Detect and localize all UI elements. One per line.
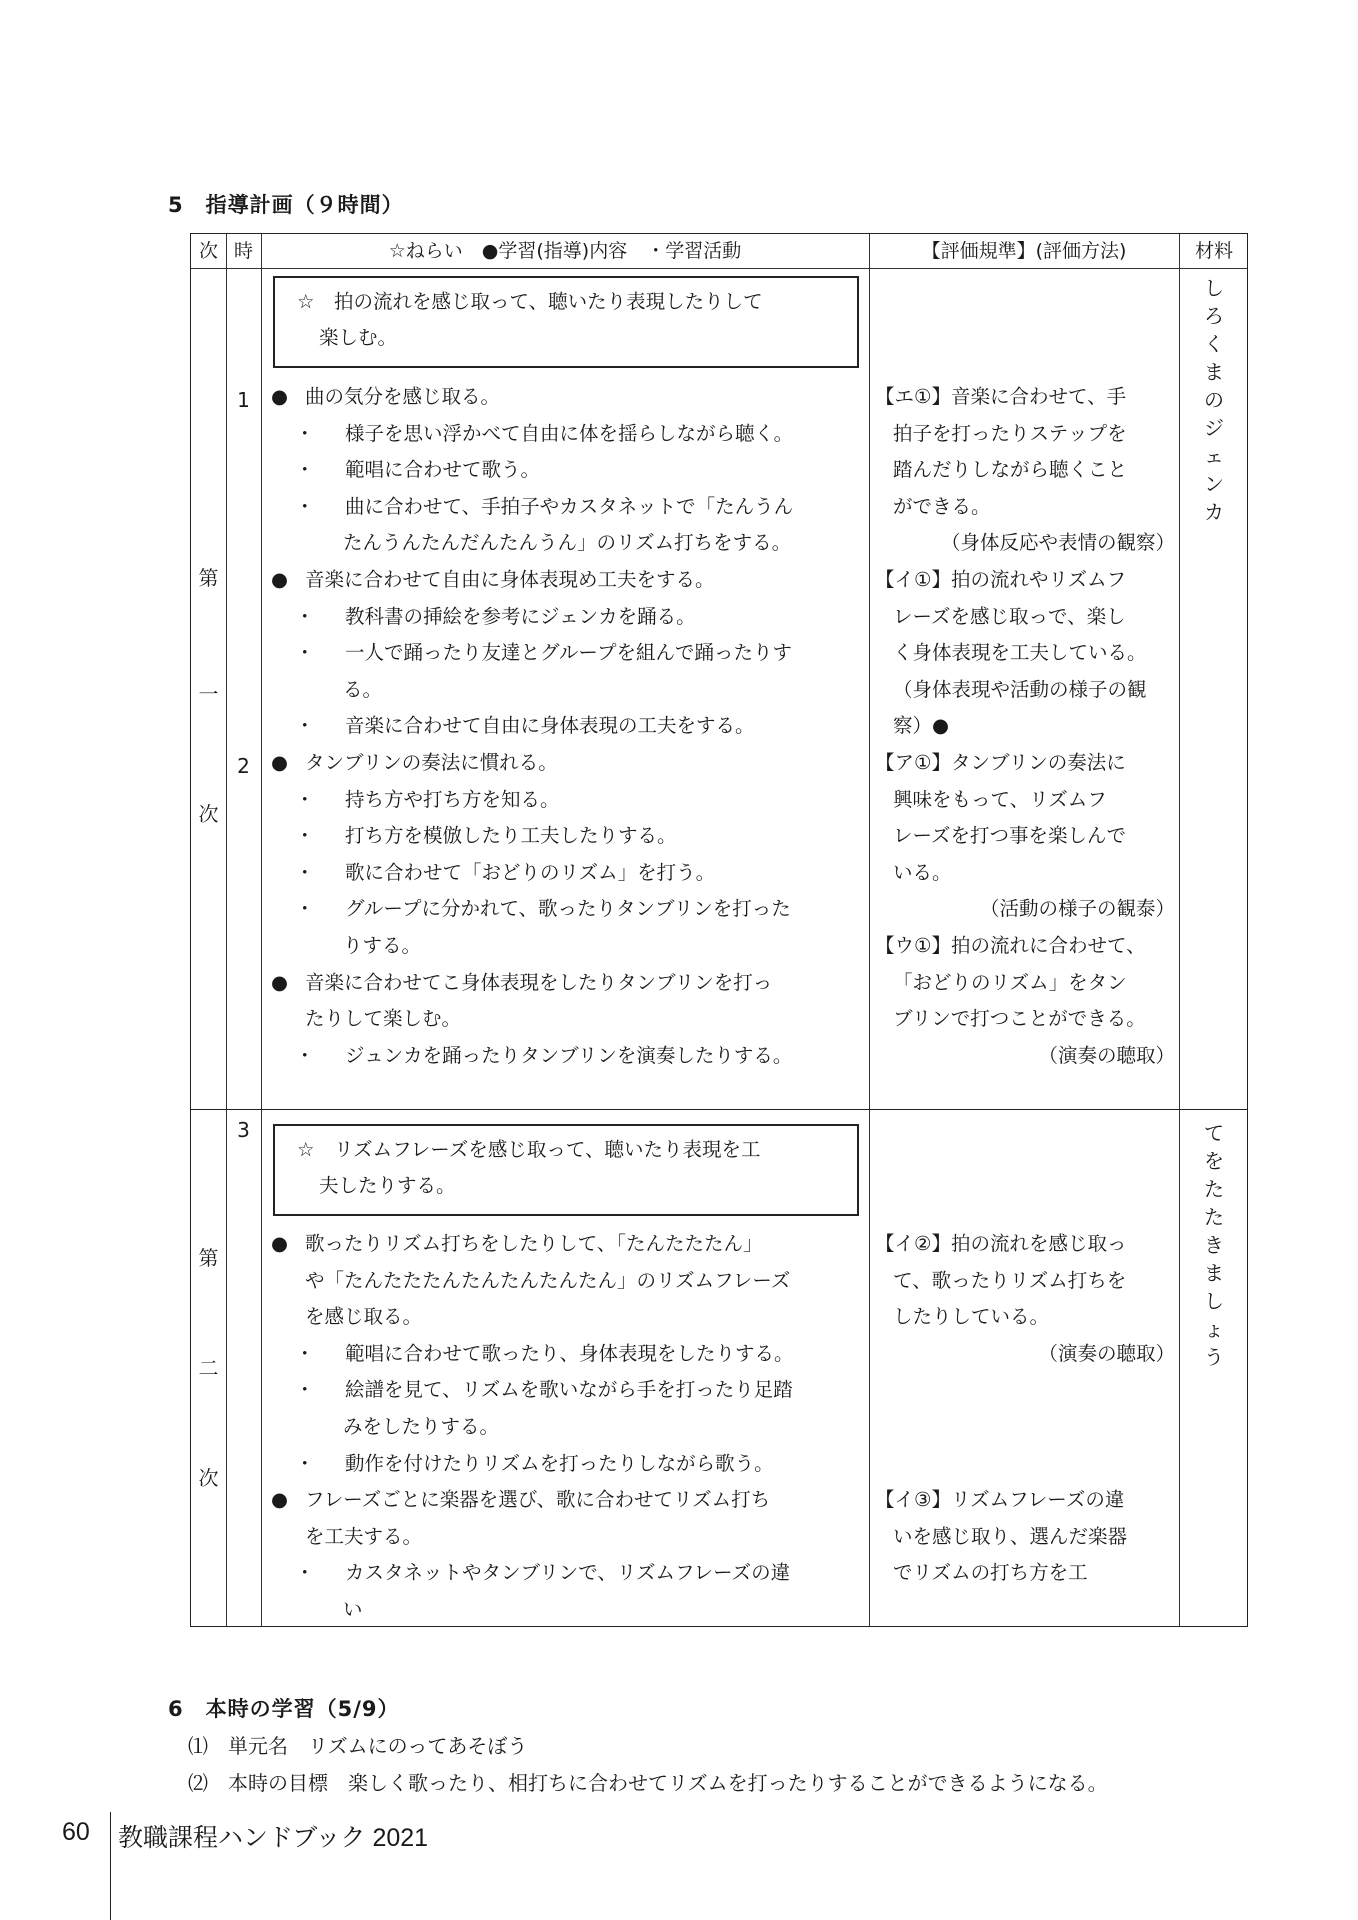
content-line (271, 1519, 422, 1556)
header-material: 材料 (1194, 240, 1233, 262)
header-ji: 次 (198, 240, 218, 262)
content-text: 範唱に合わせて歌う。 (345, 458, 541, 482)
goal-line: 楽しむ。 (319, 326, 398, 349)
eval-line: （身体表現や活動の様子の観 (893, 677, 1147, 701)
eval-line: （演奏の聴取） (1038, 1341, 1175, 1365)
lesson-objective: ⑵ 本時の目標 楽しく歌ったり、相打ちに合わせてリズムを打ったりすることができるようになる。 (188, 1771, 1108, 1795)
content-line (271, 708, 755, 745)
eval-line: したりしている。 (893, 1305, 1050, 1329)
hour-1: 1 (237, 388, 250, 412)
content-line (271, 1555, 790, 1592)
content-line (271, 1409, 499, 1446)
section-5-title: 5 指導計画（９時間） (168, 193, 404, 217)
content-line (271, 452, 540, 489)
bullet-icon: ● (271, 568, 289, 591)
eval-line: 【ア①】タンブリンの奏法に (875, 751, 1126, 774)
material-char: た (1204, 1205, 1224, 1229)
eval-line: 【イ②】拍の流れを感じ取っ (875, 1232, 1127, 1255)
material-char: し (1204, 1289, 1224, 1313)
content-text: みをしたりする。 (343, 1415, 500, 1438)
dot-icon: ・ (295, 824, 315, 848)
content-line (271, 525, 791, 562)
bullet-icon: ● (271, 751, 289, 774)
dot-icon: ・ (295, 787, 315, 811)
content-text: を工夫する。 (305, 1524, 423, 1548)
content-line (271, 672, 382, 709)
eval-line: 【エ①】音楽に合わせて、手 (875, 385, 1127, 408)
material-char: し (1204, 276, 1224, 300)
content-text: や「たんたたたんたんたんたんたん」のリズムフレーズ (305, 1268, 791, 1292)
material-char: て (1204, 1121, 1224, 1145)
eval-line: いる。 (893, 860, 952, 884)
content-text: グループに分かれて、歌ったりタンブリンを打った (345, 897, 791, 921)
content-text: 音楽に合わせて自由に身体表現め工夫をする。 (305, 568, 715, 591)
goal-line: ☆ 拍の流れを感じ取って、聴いたり表現したりして (297, 290, 763, 313)
content-text: りする。 (343, 934, 422, 957)
material-char: う (1204, 1345, 1224, 1369)
bullet-icon: ● (271, 970, 289, 994)
content-text: たりして楽しむ。 (305, 1007, 462, 1031)
content-line (271, 379, 500, 416)
bullet-icon: ● (271, 1232, 289, 1255)
content-text: フレーズごとに楽器を選び、歌に合わせてリズム打ち (305, 1488, 771, 1512)
dot-icon: ・ (295, 494, 315, 518)
material-char: た (1204, 1177, 1224, 1201)
eval-line: （身体反応や表情の観察） (940, 531, 1175, 555)
content-line (271, 782, 560, 819)
content-text: 一人で踊ったり友達とグループを組んで踊ったりす (345, 641, 792, 665)
content-text: 範唱に合わせて歌ったり、身体表現をしたりする。 (345, 1341, 794, 1365)
material-char: ょ (1204, 1317, 1224, 1341)
content-text: 音楽に合わせてこ身体表現をしたりタンブリンを打っ (305, 970, 773, 994)
content-text: を感じ取る。 (305, 1305, 423, 1329)
material-char: ろ (1204, 304, 1224, 328)
dot-icon: ・ (295, 714, 315, 738)
material-char: ま (1204, 360, 1224, 384)
content-text: 音楽に合わせて自由に身体表現の工夫をする。 (345, 714, 755, 738)
content-line (271, 1592, 363, 1629)
eval-line: ブリンで打つことができる。 (893, 1007, 1146, 1031)
header-eval: 【評価規準】(評価方法) (921, 240, 1127, 262)
goal-line: 夫したりする。 (319, 1174, 456, 1197)
dot-icon: ・ (295, 897, 315, 921)
content-text: ジュンカを踊ったりタンブリンを演奏したりする。 (345, 1043, 793, 1067)
phase2-goal-box (273, 1124, 859, 1216)
bullet-icon: ● (271, 1488, 289, 1512)
dot-icon: ・ (295, 1043, 315, 1067)
content-line (271, 1001, 461, 1038)
material-char: の (1204, 388, 1224, 412)
phase2-label-char: 二 (198, 1356, 219, 1380)
phase1-label-char: 次 (198, 802, 219, 826)
phase2-material (1179, 1119, 1249, 1371)
eval-line: いを感じ取り、選んだ楽器 (893, 1524, 1128, 1548)
dot-icon: ・ (295, 860, 315, 884)
eval-line: 「おどりのリズム」をタン (893, 970, 1127, 994)
content-text: 持ち方や打ち方を知る。 (345, 787, 560, 811)
content-line (271, 1038, 792, 1075)
content-line (271, 1336, 794, 1373)
content-text: い (343, 1598, 363, 1621)
content-line (271, 745, 558, 782)
content-text: 打ち方を模倣したり工夫したりする。 (345, 824, 677, 848)
content-text: 曲に合わせて、手拍子やカスタネットで「たんうん (345, 494, 794, 518)
content-line (271, 416, 793, 453)
dot-icon: ・ (295, 458, 315, 482)
footer-divider (110, 1812, 111, 1920)
phase2-label-char: 次 (198, 1466, 219, 1490)
eval-line: （活動の様子の観泰） (979, 897, 1175, 921)
dot-icon: ・ (295, 1341, 315, 1365)
eval-line: （演奏の聴取） (1038, 1043, 1175, 1067)
unit-name: ⑴ 単元名 リズムにのってあそぼう (188, 1734, 528, 1758)
hour-3: 3 (237, 1118, 250, 1142)
dot-icon: ・ (295, 421, 315, 445)
material-char: く (1204, 332, 1224, 356)
content-line (271, 818, 677, 855)
content-line (271, 1263, 790, 1300)
content-text: カスタネットやタンブリンで、リズムフレーズの違 (345, 1561, 791, 1585)
eval-line: 拍子を打ったりステップを (893, 421, 1127, 445)
content-line (271, 965, 772, 1002)
eval-line: 察）● (893, 714, 950, 738)
dot-icon: ・ (295, 1378, 315, 1402)
material-char: ン (1204, 472, 1224, 496)
phase1-label-char: 一 (198, 682, 219, 706)
header-aim: ☆ねらい ●学習(指導)内容 ・学習活動 (388, 240, 742, 262)
lesson-plan-table (190, 233, 1248, 1627)
eval-line: 踏んだりしながら聴くこと (893, 458, 1128, 482)
dot-icon: ・ (295, 1451, 315, 1475)
phase1-label-char: 第 (198, 566, 219, 590)
content-line (271, 1482, 770, 1519)
eval-line: 興味をもって、リズムフ (893, 787, 1107, 811)
dot-icon: ・ (295, 641, 315, 665)
phase1-material (1179, 274, 1249, 526)
content-line (271, 599, 696, 636)
content-line (271, 635, 792, 672)
phase1-goal-box (273, 276, 859, 368)
content-text: 教科書の挿絵を参考にジェンカを踊る。 (345, 604, 696, 628)
bullet-icon: ● (271, 385, 289, 408)
content-line (271, 855, 715, 892)
content-line (271, 489, 793, 526)
content-line (271, 1446, 774, 1483)
content-text: タンブリンの奏法に慣れる。 (305, 751, 558, 774)
dot-icon: ・ (295, 604, 315, 628)
eval-line: 【イ③】リズムフレーズの違 (875, 1488, 1125, 1511)
material-char: ま (1204, 1261, 1224, 1285)
material-char: ェ (1204, 444, 1224, 468)
eval-line: でリズムの打ち方を工 (893, 1561, 1088, 1585)
material-char: ジ (1204, 416, 1224, 440)
content-line (271, 562, 715, 599)
content-line (271, 1226, 762, 1263)
content-line (271, 928, 421, 965)
material-char: き (1204, 1233, 1224, 1257)
eval-line: 【イ①】拍の流れやリズムフ (875, 568, 1127, 591)
dot-icon: ・ (295, 1561, 315, 1585)
content-line (271, 1372, 793, 1409)
content-text: 歌ったりリズム打ちをしたりして、「たんたたたん」 (305, 1232, 763, 1255)
eval-line: ができる。 (893, 494, 991, 518)
material-char: カ (1204, 500, 1224, 524)
section-6-title: 6 本時の学習（5/9） (168, 1697, 400, 1721)
goal-line: ☆ リズムフレーズを感じ取って、聴いたり表現を工 (297, 1138, 761, 1161)
eval-line: レーズを打つ事を楽しんで (893, 824, 1127, 848)
eval-line: て、歌ったりリズム打ちを (893, 1268, 1127, 1292)
content-text: たんうんたんだんたんうん」のリズム打ちをする。 (343, 531, 792, 555)
content-text: 動作を付けたりリズムを打ったりしながら歌う。 (345, 1451, 774, 1475)
material-char: を (1204, 1149, 1224, 1173)
book-title: 教職課程ハンドブック 2021 (118, 1824, 429, 1852)
content-line (271, 1299, 422, 1336)
page-number: 60 (62, 1818, 90, 1846)
content-text: 歌に合わせて「おどりのリズム」を打う。 (345, 860, 716, 884)
content-line (271, 891, 791, 928)
phase2-label-char: 第 (198, 1246, 219, 1270)
eval-line: レーズを感じ取っで、楽し (893, 604, 1126, 628)
header-toki: 時 (233, 240, 253, 262)
eval-line: 【ウ①】拍の流れに合わせて、 (875, 934, 1146, 957)
content-text: る。 (343, 677, 383, 701)
content-text: 曲の気分を感じ取る。 (305, 385, 501, 408)
content-text: 様子を思い浮かべて自由に体を揺らしながら聴く。 (345, 421, 794, 445)
eval-line: く身体表現を工夫している。 (893, 641, 1147, 665)
content-text: 絵譜を見て、リズムを歌いながら手を打ったり足踏 (345, 1378, 793, 1402)
hour-2: 2 (237, 754, 250, 778)
